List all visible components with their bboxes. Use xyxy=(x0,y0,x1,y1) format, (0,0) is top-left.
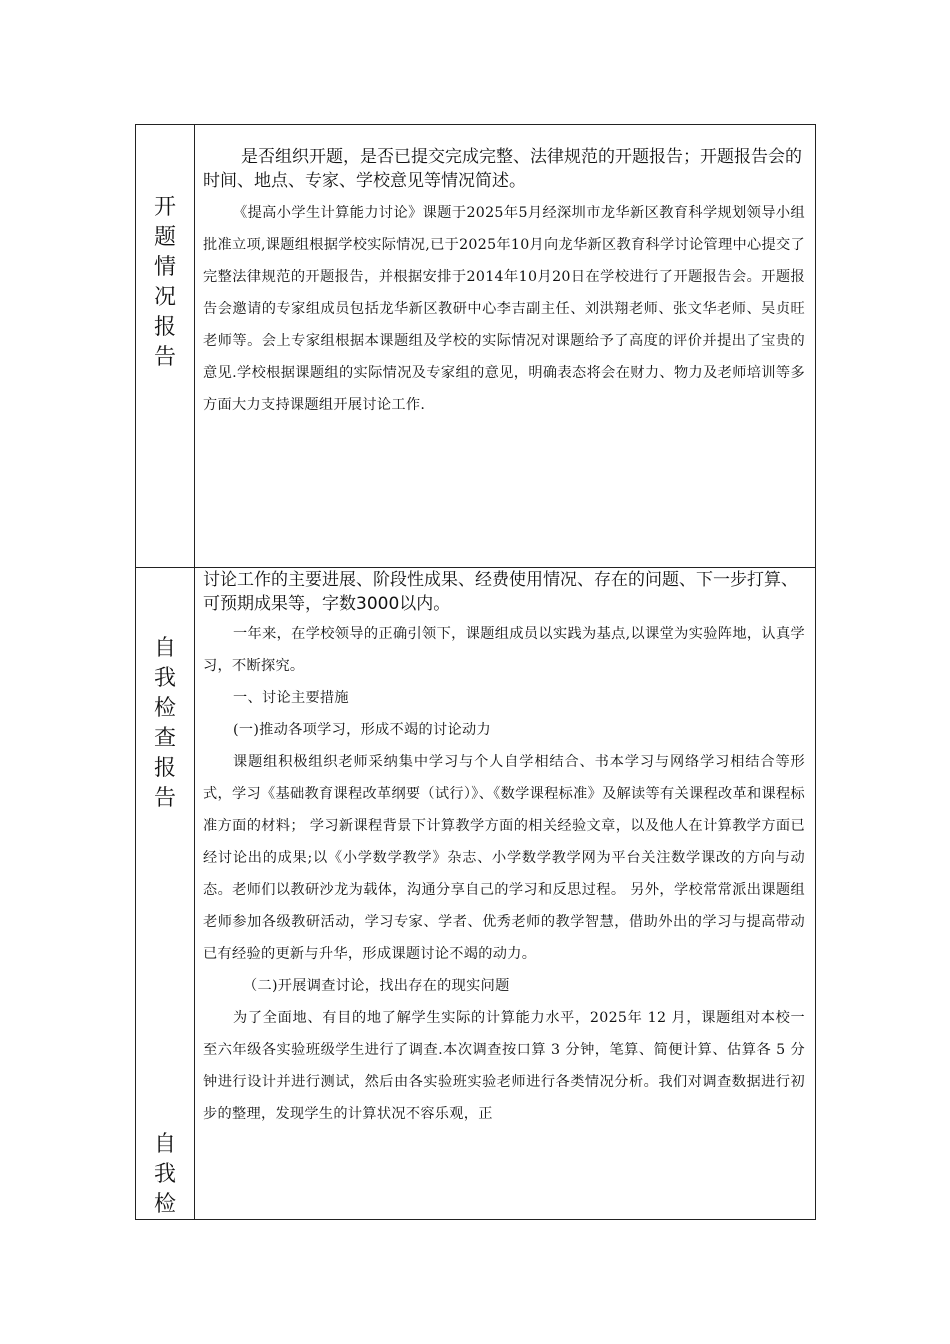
label-char: 我 xyxy=(153,1162,176,1187)
self-check-report-row xyxy=(136,568,815,1219)
label-char: 查 xyxy=(153,726,176,751)
label-char: 我 xyxy=(153,666,176,691)
label-char: 检 xyxy=(153,696,176,721)
paragraph: 为了全面地、有目的地了解学生实际的计算能力水平，2025年 12 月，课题组对本校一至六年级各实验班级学生进行了调查.本次调查按口算 3 分钟，笔算、简便计算、估算各 5 分钟进行设计并进行测试，然后由各实验班实验老师进行各类情况分析。我们对调查数据进行初步的整理，发现学生的计算状况不容乐观，正 xyxy=(203,1010,805,1122)
opening-report-body: 《提高小学生计算能力讨论》课题于2025年5月经深圳市龙华新区教育科学规划领导小组批准立项,课题组根据学校实际情况,已于2025年10月向龙华新区教育科学讨论管理中心提交了完整法律规范的开题报告，并根据安排于2014年10月20日在学校进行了开题报告会。开题报告会邀请的专家组成员包括龙华新区教研中心李吉副主任、刘洪翔老师、张文华老师、吴贞旺老师等。会上专家组根据本课题组及学校的实际情况对课题给予了高度的评价并提出了宝贵的意见.学校根据课题组的实际情况及专家组的意见，明确表态将会在财力、物力及老师培训等多方面大力支持课题组开展讨论工作. xyxy=(203,205,805,413)
subsection-heading: (一)推动各项学习，形成不竭的讨论动力 xyxy=(233,722,491,738)
subsection-heading: （二)开展调查讨论，找出存在的现实问题 xyxy=(243,978,510,994)
opening-report-row xyxy=(136,125,815,568)
self-check-label-cell xyxy=(136,568,195,1219)
label-char: 自 xyxy=(153,1132,176,1157)
label-char: 情 xyxy=(153,255,176,280)
opening-report-label-cell xyxy=(136,125,195,567)
label-char: 开 xyxy=(153,195,176,220)
paragraph: 课题组积极组织老师采纳集中学习与个人自学相结合、书本学习与网络学习相结合等形式，学习《基础教育课程改革纲要（试行）》、《数学课程标准》及解读等有关课程改革和课程标准方面的材料； 学习新课程背景下计算教学方面的相关经验文章，以及他人在计算教学方面已经讨论出的成果;以《小学数学教学》杂志、小学数学教学网为平台关注数学课改的方向与动态。老师们以教研沙龙为载体，沟通分享自己的学习和反思过程。 另外，学校常常派出课题组老师参加各级教研活动，学习专家、学者、优秀老师的教学智慧，借助外出的学习与提高带动已有经验的更新与升华，形成课题讨论不竭的动力。 xyxy=(203,754,805,962)
opening-report-prompt: 是否组织开题，是否已提交完成完整、法律规范的开题报告；开题报告会的时间、地点、专家、学校意见等情况简述。 xyxy=(203,147,802,191)
opening-report-label xyxy=(136,193,194,373)
opening-report-content xyxy=(195,125,815,567)
section-heading: 一、讨论主要措施 xyxy=(233,690,349,706)
label-char: 报 xyxy=(153,315,176,340)
self-check-label xyxy=(136,634,194,814)
paragraph: 一年来，在学校领导的正确引领下，课题组成员以实践为基点,以课堂为实验阵地，认真学习，不断探究。 xyxy=(203,626,805,674)
label-char: 告 xyxy=(153,786,176,811)
label-char: 检 xyxy=(153,1192,176,1217)
label-char: 况 xyxy=(153,285,176,310)
report-table xyxy=(135,124,816,1220)
label-char: 告 xyxy=(153,345,176,370)
self-check-label-continued xyxy=(136,1130,194,1220)
label-char: 题 xyxy=(153,225,176,250)
self-check-prompt: 讨论工作的主要进展、阶段性成果、经费使用情况、存在的问题、下一步打算、可预期成果等，字数3000以内。 xyxy=(203,570,798,614)
label-char: 自 xyxy=(153,636,176,661)
label-char: 报 xyxy=(153,756,176,781)
self-check-content xyxy=(195,568,815,1219)
